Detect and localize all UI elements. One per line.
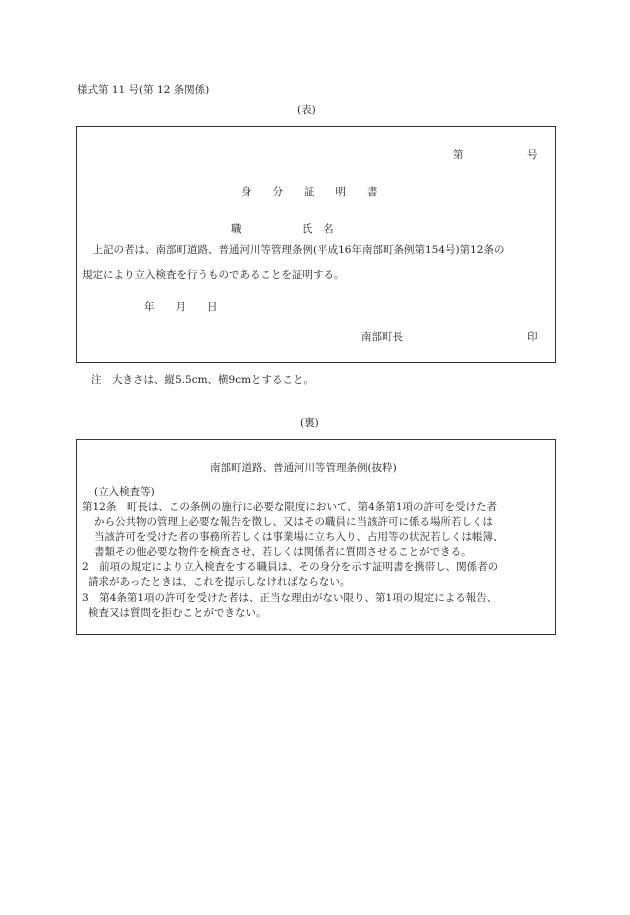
name-label: 氏 名: [302, 223, 334, 235]
paragraph3-line: 3 第4条第1項の許可を受けた者は、正当な理由がない限り、第1項の規定による報告、: [82, 592, 498, 604]
article12-line: 当該許可を受けた者の事務所若しくは事業場に立ち入り、占用等の状況若しくは帳簿、: [94, 531, 504, 543]
form-number: 様式第 11 号(第 12 条関係): [77, 84, 210, 96]
certificate-body-line1: 上記の者は、南部町道路、普通河川等管理条例(平成16年南部町条例第154号)第12条の: [82, 244, 505, 256]
size-note: 注 大きさは、縦5.5cm、横9cmとすること。: [91, 374, 315, 386]
front-card: [76, 126, 556, 363]
back-card: [76, 439, 556, 635]
seal-mark: 印: [527, 331, 538, 343]
certificate-number-dai: 第: [453, 149, 464, 161]
article12-line: 第12条 町長は、この条例の施行に必要な限度において、第4条第1項の許可を受けた者: [82, 501, 498, 513]
article12-line: から公共物の管理上必要な報告を徴し、又はその職員に当該許可に係る場所若しくは: [94, 516, 493, 528]
certificate-number-go: 号: [527, 149, 538, 161]
certificate-title: 身 分 証 明 書: [241, 186, 378, 198]
article-caption: (立入検査等): [94, 486, 155, 498]
job-label: 職: [231, 223, 242, 235]
paragraph2-line: 請求があったときは、これを提示しなければならない。: [88, 576, 351, 588]
issuer-name: 南部町長: [361, 331, 403, 343]
paragraph2-line: 2 前項の規定により立入検査をする職員は、その身分を示す証明書を携帯し、関係者の: [82, 561, 499, 573]
back-side-label: (裏): [300, 417, 319, 429]
article12-line: 書類その他必要な物件を検査させ、若しくは関係者に質問させることができる。: [94, 546, 472, 558]
front-side-label: (表): [297, 104, 316, 116]
paragraph3-line: 検査又は質問を拒むことができない。: [88, 607, 267, 619]
certificate-body-line2: 規定により立入検査を行うものであることを証明する。: [82, 269, 345, 281]
ordinance-heading: 南部町道路、普通河川等管理条例(抜粋): [210, 462, 397, 474]
issue-date: 年 月 日: [144, 301, 218, 313]
